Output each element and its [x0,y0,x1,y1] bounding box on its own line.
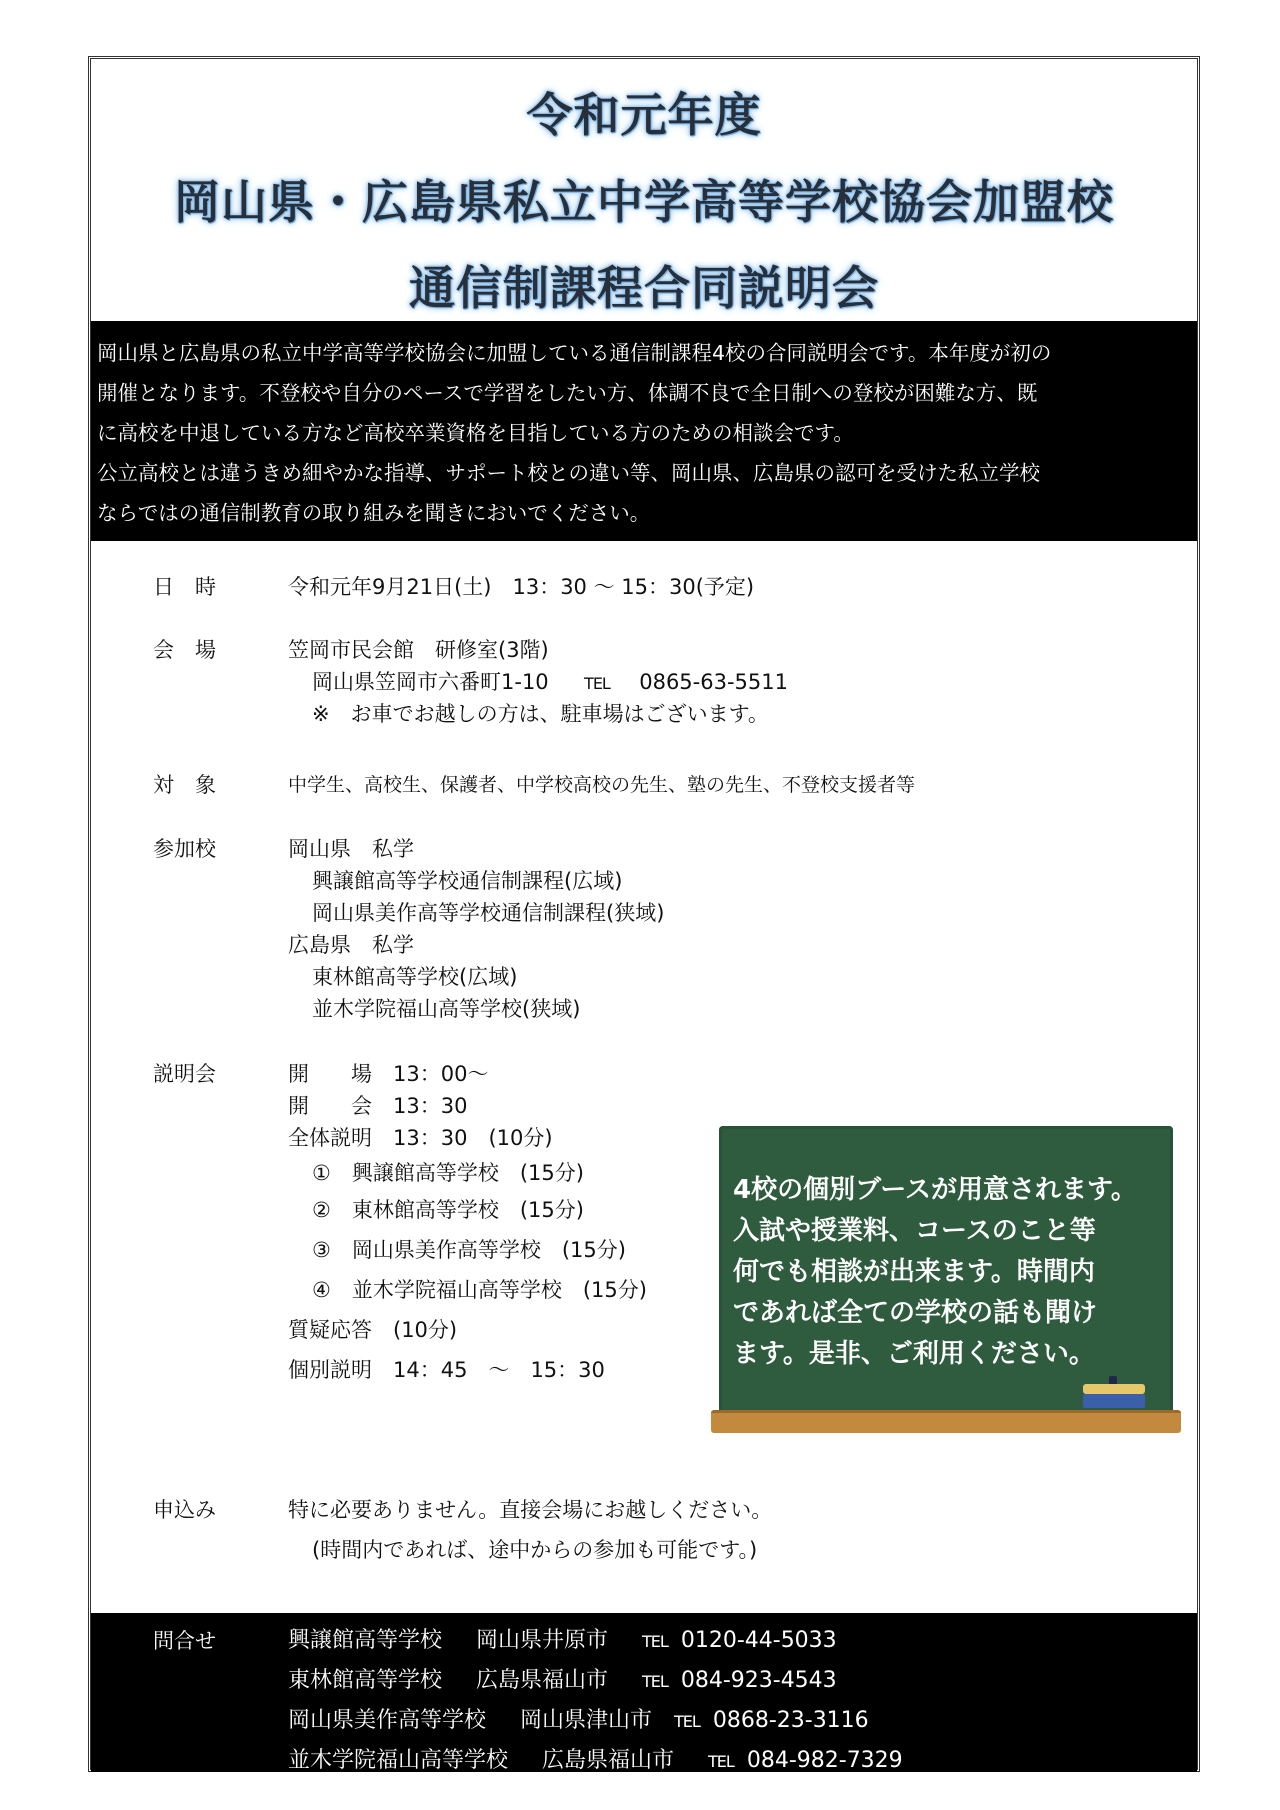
school-item: 東林館高等学校(広域) [312,965,518,989]
title-year: 令和元年度 [526,88,762,142]
program-qa: 質疑応答 (10分) [288,1318,458,1342]
title-event: 通信制課程合同説明会 [409,261,879,315]
chalkboard-line: 入試や授業料、コースのこと等 [733,1216,1096,1246]
venue-address-line [288,666,788,700]
contact-entry [288,1745,903,1778]
program-item: ③ 岡山県美作高等学校 (15分) [312,1238,626,1262]
venue-address: 岡山県笠岡市六番町1-10 [312,670,549,694]
program-item: ④ 並木学院福山高等学校 (15分) [312,1278,647,1302]
chalkboard-line: 4校の個別ブースが用意されます。 [733,1175,1137,1205]
contact-school: 興譲館高等学校 [288,1628,443,1653]
program-label: 説明会 [153,1062,216,1086]
program-start: 開 会 13：30 [288,1094,468,1118]
program-open: 開 場 13：00～ [288,1062,489,1086]
tel-mark: TEL [708,1752,734,1771]
title-block [91,59,1197,321]
program-individual: 個別説明 14：45 ～ 15：30 [288,1358,605,1382]
contact-entry [288,1625,837,1658]
program-overall: 全体説明 13：30 (10分) [288,1126,553,1150]
datetime-label: 日 時 [153,575,216,599]
chalkboard-line: であれば全ての学校の話も聞け [733,1298,1098,1328]
datetime-value: 令和元年9月21日(土) 13：30 ～ 15：30(予定) [288,575,755,599]
tel-mark: TEL [642,1672,668,1691]
contact-band [91,1613,1197,1772]
tel-mark: TEL [584,674,610,693]
contact-entry [288,1665,837,1698]
intro-line: に高校を中退している方など高校卒業資格を目指している方のための相談会です。 [97,421,854,445]
contact-city: 岡山県津山市 [520,1708,653,1733]
contact-city: 広島県福山市 [542,1748,675,1773]
chalkboard [711,1126,1181,1430]
tel-mark: TEL [642,1632,668,1651]
program-item: ① 興譲館高等学校 (15分) [312,1161,584,1185]
intro-band [91,321,1197,541]
contact-school: 並木学院福山高等学校 [288,1748,509,1773]
hiroshima-header: 広島県 私学 [288,933,414,957]
intro-line: 岡山県と広島県の私立中学高等学校協会に加盟している通信制課程4校の合同説明会です。本年度が初の [97,341,1052,365]
contact-school: 東林館高等学校 [288,1668,443,1693]
flyer-frame [88,56,1200,1772]
application-line1: 特に必要ありません。直接会場にお越しください。 [288,1498,773,1522]
schools-label: 参加校 [153,837,216,861]
target-value: 中学生、高校生、保護者、中学校高校の先生、塾の先生、不登校支援者等 [288,774,916,796]
chalkboard-line: ます。是非、ご利用ください。 [733,1339,1095,1369]
venue-note: ※ お車でお越しの方は、駐車場はございます。 [312,702,769,726]
venue-label: 会 場 [153,638,216,662]
intro-line: ならではの通信制教育の取り組みを聞きにおいでください。 [97,501,651,525]
school-item: 岡山県美作高等学校通信制課程(狭域) [312,901,665,925]
venue-tel: 0865-63-5511 [639,670,788,694]
chalkboard-ledge [711,1410,1181,1433]
okayama-header: 岡山県 私学 [288,837,414,861]
application-label: 申込み [153,1498,216,1522]
venue-name: 笠岡市民会館 研修室(3階) [288,638,549,662]
target-label: 対 象 [153,773,216,797]
contact-school: 岡山県美作高等学校 [288,1708,487,1733]
eraser-icon [1083,1384,1145,1408]
title-organizer: 岡山県・広島県私立中学高等学校協会加盟校 [174,175,1114,229]
contact-tel: 0868-23-3116 [712,1708,869,1733]
tel-mark: TEL [674,1712,700,1731]
contact-label: 問合せ [153,1629,216,1653]
contact-tel: 084-982-7329 [746,1748,903,1773]
school-item: 興譲館高等学校通信制課程(広域) [312,869,623,893]
contact-city: 岡山県井原市 [476,1628,609,1653]
chalkboard-text [733,1170,1173,1375]
intro-line: 開催となります。不登校や自分のペースで学習をしたい方、体調不良で全日制への登校が困難な方、既 [97,381,1038,405]
contact-tel: 084-923-4543 [680,1668,837,1693]
contact-city: 広島県福山市 [476,1668,609,1693]
application-line2: (時間内であれば、途中からの参加も可能です。) [312,1538,758,1562]
program-item: ② 東林館高等学校 (15分) [312,1198,584,1222]
school-item: 並木学院福山高等学校(狭域) [312,997,581,1021]
intro-line: 公立高校とは違うきめ細やかな指導、サポート校との違い等、岡山県、広島県の認可を受けた私立学校 [97,461,1040,485]
chalkboard-line: 何でも相談が出来ます。時間内 [733,1257,1095,1287]
contact-tel: 0120-44-5033 [680,1628,837,1653]
contact-entry [288,1705,869,1738]
